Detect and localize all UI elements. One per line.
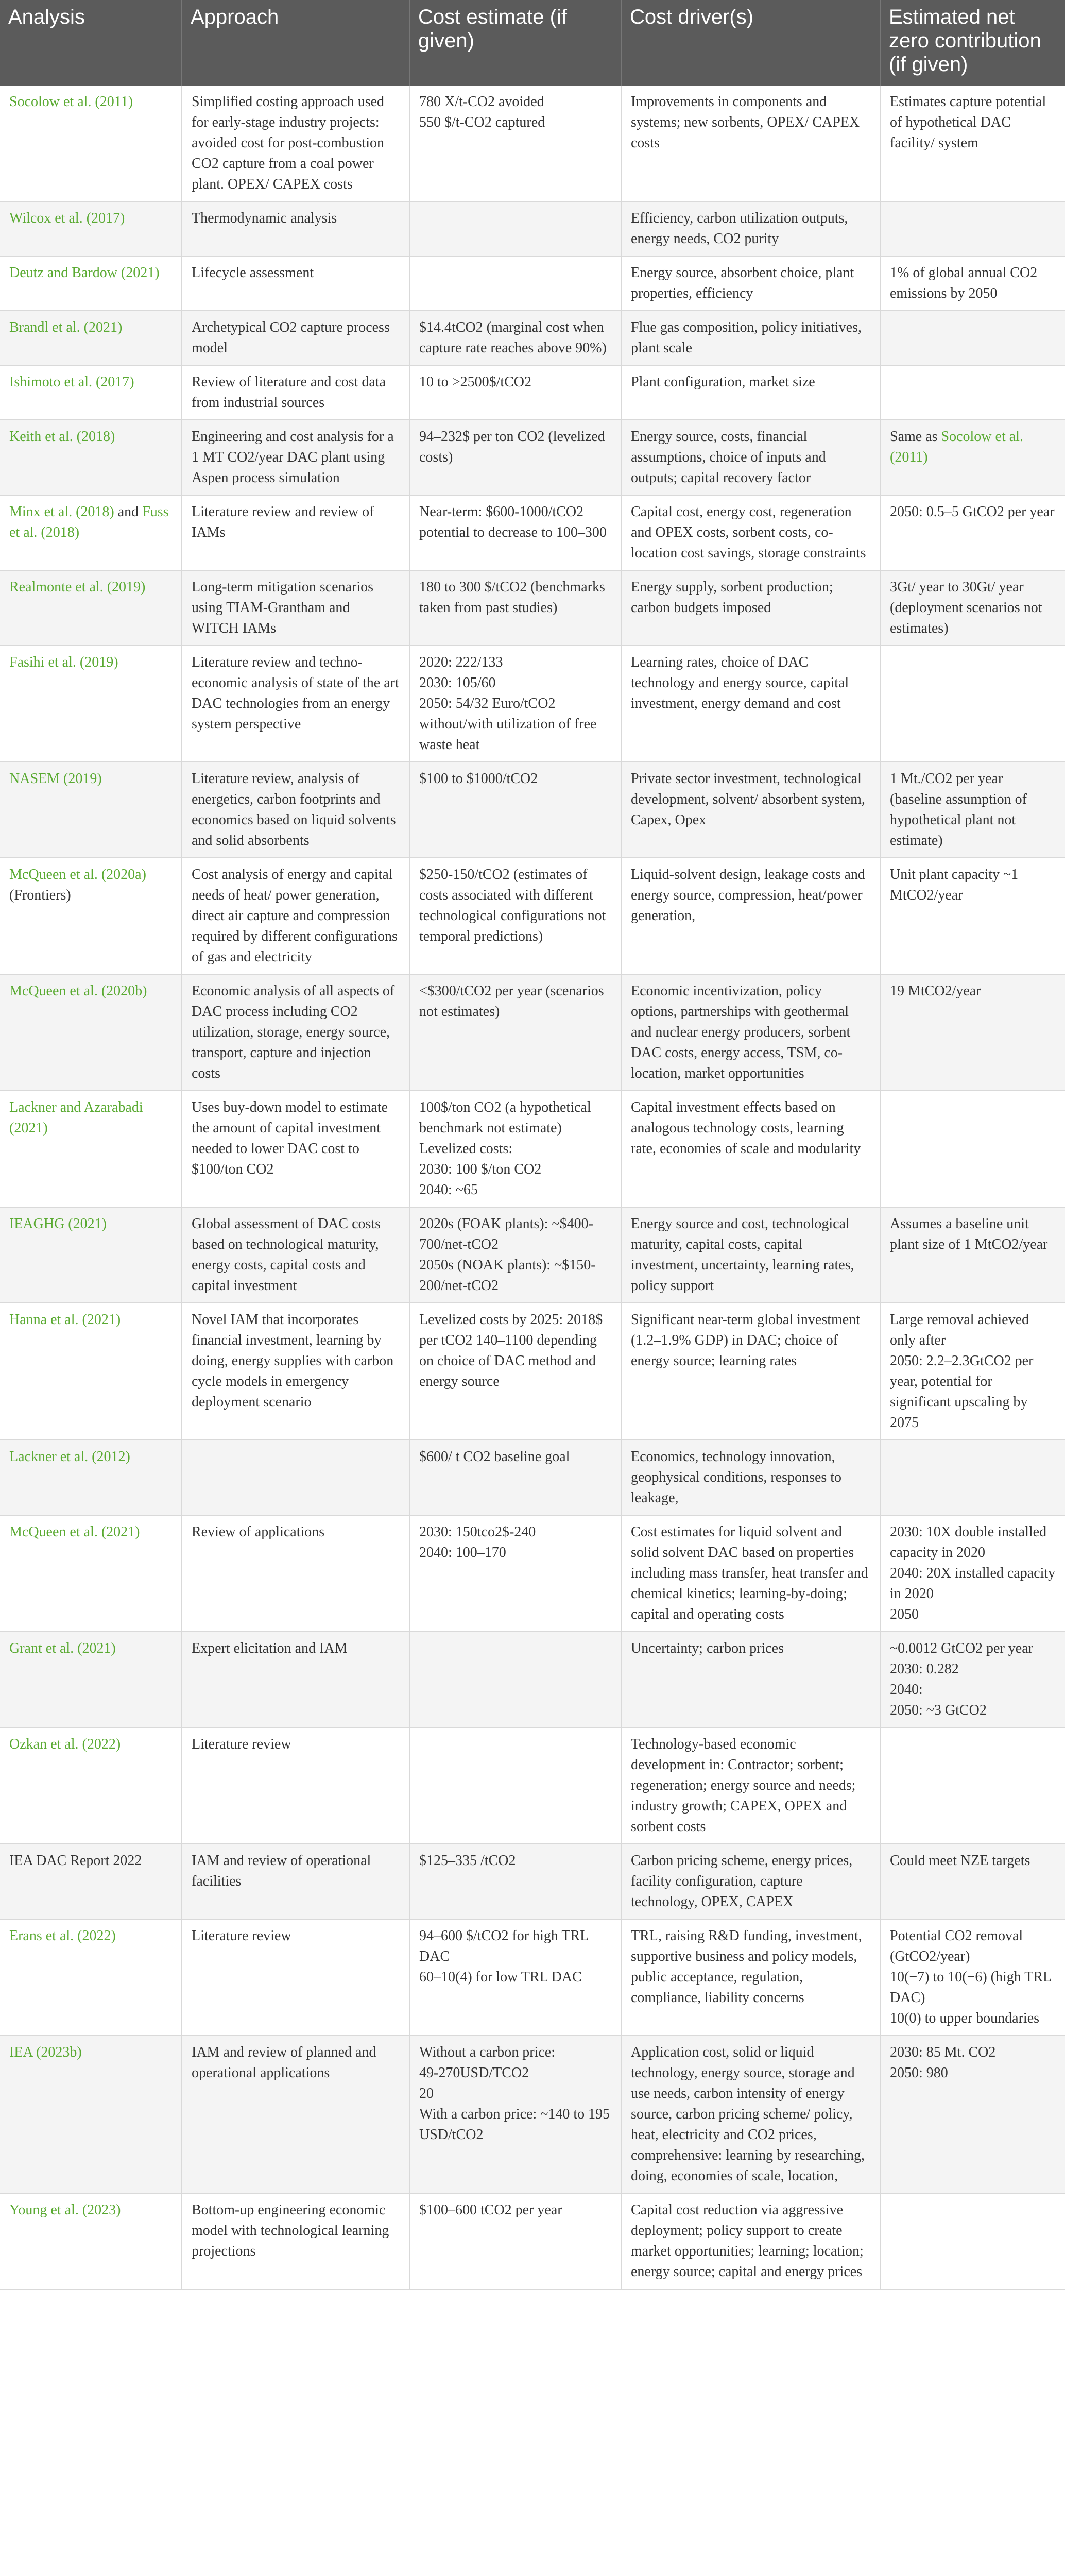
cell-cost-drivers: Plant configuration, market size [621,365,880,420]
cell-analysis [0,762,182,858]
citation-link[interactable]: Lackner and Azarabadi (2021) [9,1099,143,1136]
cell-analysis [0,420,182,495]
cell-cost-estimate: $100–600 tCO2 per year [409,2193,621,2289]
header-net-zero-contribution: Estimated net zero contribution (if given) [880,0,1065,86]
citation-link[interactable]: Erans et al. (2022) [9,1928,116,1944]
citation-link[interactable]: IEA (2023b) [9,2044,82,2060]
cell-analysis [0,256,182,311]
cell-net-zero-contribution [880,1440,1065,1515]
cell-text: 19 MtCO2/year [890,983,981,999]
cell-net-zero-contribution [880,311,1065,365]
cell-cost-drivers: Efficiency, carbon utilization outputs, energy needs, CO2 purity [621,201,880,256]
table-row [0,974,1065,1091]
cell-cost-estimate: $125–335 /tCO2 [409,1844,621,1919]
cell-net-zero-contribution [880,2193,1065,2289]
table-row [0,420,1065,495]
citation-link[interactable]: Realmonte et al. (2019) [9,579,146,595]
table-row [0,1515,1065,1632]
table-row [0,570,1065,646]
cell-cost-estimate: 780 X/t-CO2 avoided 550 $/t-CO2 captured [409,86,621,201]
cell-cost-estimate: 2020s (FOAK plants): ~$400-700/net-tCO2 2050s (NOAK plants): ~$150-200/net-tCO2 [409,1207,621,1303]
table-row [0,858,1065,974]
cell-cost-estimate: $250-150/tCO2 (estimates of costs associated with different technological configurations not temporal predictions) [409,858,621,974]
citation-link[interactable]: McQueen et al. (2020a) [9,867,146,883]
cell-net-zero-contribution [880,858,1065,974]
cell-text: Large removal achieved only after 2050: 2.2–2.3GtCO2 per year, potential for significant upscaling by 2075 [890,1312,1034,1431]
table-row [0,1207,1065,1303]
cell-analysis [0,646,182,762]
cell-approach: Expert elicitation and IAM [182,1632,409,1727]
header-approach: Approach [182,0,409,86]
cell-net-zero-contribution [880,1727,1065,1844]
cell-net-zero-contribution [880,974,1065,1091]
cell-text: Unit plant capacity ~1 MtCO2/year [890,867,1019,903]
cell-net-zero-contribution [880,1091,1065,1207]
cell-approach: IAM and review of planned and operational applications [182,2036,409,2193]
cell-cost-estimate: 2030: 150tco2$-240 2040: 100–170 [409,1515,621,1632]
cell-cost-drivers: Energy source, absorbent choice, plant properties, efficiency [621,256,880,311]
cell-cost-estimate: 94–232$ per ton CO2 (levelized costs) [409,420,621,495]
cell-cost-drivers: Uncertainty; carbon prices [621,1632,880,1727]
cell-analysis [0,311,182,365]
cell-analysis [0,1207,182,1303]
cell-approach: Review of applications [182,1515,409,1632]
cell-cost-drivers: Energy source and cost, technological maturity, capital costs, capital investment, uncertainty, learning rates, policy support [621,1207,880,1303]
cell-net-zero-contribution [880,2036,1065,2193]
citation-link[interactable]: Keith et al. (2018) [9,429,115,445]
cell-text: Could meet NZE targets [890,1853,1030,1869]
cell-cost-estimate [409,1632,621,1727]
citation-link[interactable]: Wilcox et al. (2017) [9,210,125,226]
cell-approach: Engineering and cost analysis for a 1 MT CO2/year DAC plant using Aspen process simulation [182,420,409,495]
cell-cost-drivers: Economic incentivization, policy options, partnerships with geothermal and nuclear energy producers, sorbent DAC costs, energy access, TSM, co-location, market opportunities [621,974,880,1091]
table-row [0,1844,1065,1919]
cell-approach [182,1440,409,1515]
cell-cost-estimate: Levelized costs by 2025: 2018$ per tCO2 140–1100 depending on choice of DAC method and energy source [409,1303,621,1440]
cell-net-zero-contribution [880,420,1065,495]
cell-text: 1 Mt./CO2 per year (baseline assumption of hypothetical plant not estimate) [890,771,1027,849]
table-row [0,762,1065,858]
citation-link[interactable]: Ozkan et al. (2022) [9,1736,121,1752]
cell-analysis [0,1440,182,1515]
citation-link[interactable]: McQueen et al. (2020b) [9,983,147,999]
cell-cost-drivers: Capital investment effects based on analogous technology costs, learning rate, economies of scale and modularity [621,1091,880,1207]
cell-cost-estimate: <$300/tCO2 per year (scenarios not estimates) [409,974,621,1091]
cell-net-zero-contribution [880,570,1065,646]
citation-link[interactable]: Hanna et al. (2021) [9,1312,121,1328]
table-row [0,646,1065,762]
cell-cost-estimate [409,1727,621,1844]
cell-text: Same as [890,429,941,445]
cell-analysis [0,1632,182,1727]
cell-cost-estimate: 94–600 $/tCO2 for high TRL DAC 60–10(4) for low TRL DAC [409,1919,621,2036]
cell-analysis [0,570,182,646]
cell-approach: Lifecycle assessment [182,256,409,311]
cell-cost-drivers: Flue gas composition, policy initiatives, plant scale [621,311,880,365]
cell-cost-drivers: Energy supply, sorbent production; carbon budgets imposed [621,570,880,646]
cell-cost-estimate [409,256,621,311]
cell-analysis [0,974,182,1091]
cell-text: 2030: 85 Mt. CO2 2050: 980 [890,2044,996,2081]
cell-text: 3Gt/ year to 30Gt/ year (deployment scenarios not estimates) [890,579,1042,636]
table-body [0,86,1065,2289]
cell-analysis [0,86,182,201]
table-header [0,0,1065,86]
cell-net-zero-contribution [880,1919,1065,2036]
cell-analysis [0,2193,182,2289]
cell-cost-drivers: Private sector investment, technological development, solvent/ absorbent system, Capex, Opex [621,762,880,858]
cell-net-zero-contribution [880,86,1065,201]
cell-approach: Economic analysis of all aspects of DAC process including CO2 utilization, storage, energy source, transport, capture and injection costs [182,974,409,1091]
cell-approach: Bottom-up engineering economic model with technological learning projections [182,2193,409,2289]
cell-cost-estimate: 2020: 222/133 2030: 105/60 2050: 54/32 Euro/tCO2 without/with utilization of free waste heat [409,646,621,762]
header-cost-estimate: Cost estimate (if given) [409,0,621,86]
cell-approach: IAM and review of operational facilities [182,1844,409,1919]
cell-cost-drivers: Improvements in components and systems; new sorbents, OPEX/ CAPEX costs [621,86,880,201]
cell-net-zero-contribution [880,1515,1065,1632]
citation-link[interactable]: Socolow et al. (2011) [9,94,133,110]
cell-cost-estimate: 180 to 300 $/tCO2 (benchmarks taken from past studies) [409,570,621,646]
citation-link[interactable]: Ishimoto et al. (2017) [9,374,134,390]
citation-link[interactable]: Brandl et al. (2021) [9,319,123,335]
cell-net-zero-contribution [880,256,1065,311]
cell-analysis [0,1844,182,1919]
cell-net-zero-contribution [880,1632,1065,1727]
cell-approach: Review of literature and cost data from industrial sources [182,365,409,420]
cell-text: and [114,504,143,520]
citation-link[interactable]: NASEM (2019) [9,771,102,787]
cell-cost-drivers: Capital cost reduction via aggressive deployment; policy support to create market opportunities; learning; location; energy source; capital and energy prices [621,2193,880,2289]
cell-cost-estimate [409,201,621,256]
citation-link[interactable]: Grant et al. (2021) [9,1640,116,1656]
cell-net-zero-contribution [880,1207,1065,1303]
cell-net-zero-contribution [880,1303,1065,1440]
table-row [0,495,1065,570]
cell-text: Assumes a baseline unit plant size of 1 MtCO2/year [890,1216,1048,1252]
cell-analysis [0,1727,182,1844]
cell-net-zero-contribution [880,365,1065,420]
citation-link[interactable]: McQueen et al. (2021) [9,1524,140,1540]
cell-analysis [0,858,182,974]
cell-cost-drivers: Energy source, costs, financial assumptions, choice of inputs and outputs; capital recovery factor [621,420,880,495]
cell-cost-drivers: Liquid-solvent design, leakage costs and energy source, compression, heat/power generation, [621,858,880,974]
cell-text: (Frontiers) [9,887,71,903]
table-row [0,2193,1065,2289]
cell-net-zero-contribution [880,762,1065,858]
cell-approach: Literature review and techno-economic analysis of state of the art DAC technologies from an energy system perspective [182,646,409,762]
cell-text: 2050: 0.5–5 GtCO2 per year [890,504,1055,520]
cell-approach: Literature review and review of IAMs [182,495,409,570]
table-row [0,1303,1065,1440]
cell-approach: Thermodynamic analysis [182,201,409,256]
cell-cost-drivers: Capital cost, energy cost, regeneration and OPEX costs, sorbent costs, co-location cost savings, storage constraints [621,495,880,570]
cell-approach: Archetypical CO2 capture process model [182,311,409,365]
cell-text: Potential CO2 removal (GtCO2/year) 10(−7) to 10(−6) (high TRL DAC) 10(0) to upper boundaries [890,1928,1052,2026]
cell-cost-drivers: Carbon pricing scheme, energy prices, facility configuration, capture technology, OPEX, CAPEX [621,1844,880,1919]
table-row [0,256,1065,311]
cell-approach: Cost analysis of energy and capital needs of heat/ power generation, direct air capture and compression required by different configurations of gas and electricity [182,858,409,974]
cell-text: ~0.0012 GtCO2 per year 2030: 0.282 2040: 2050: ~3 GtCO2 [890,1640,1033,1718]
cell-analysis [0,1303,182,1440]
citation-link[interactable]: Young et al. (2023) [9,2202,121,2218]
header-analysis: Analysis [0,0,182,86]
cell-analysis [0,1515,182,1632]
table-row [0,86,1065,201]
cell-analysis [0,1919,182,2036]
cell-analysis [0,201,182,256]
cell-approach: Literature review [182,1919,409,2036]
table-row [0,311,1065,365]
header-row [0,0,1065,86]
table-row [0,365,1065,420]
cell-net-zero-contribution [880,646,1065,762]
cell-approach: Literature review [182,1727,409,1844]
cell-approach: Novel IAM that incorporates financial investment, learning by doing, energy supplies with carbon cycle models in emergency deployment scenario [182,1303,409,1440]
cell-analysis [0,2036,182,2193]
cell-text: 1% of global annual CO2 emissions by 2050 [890,265,1038,301]
cell-cost-estimate: 100$/ton CO2 (a hypothetical benchmark not estimate) Levelized costs: 2030: 100 $/ton CO2 2040: ~65 [409,1091,621,1207]
table-row [0,2036,1065,2193]
citation-link[interactable]: Lackner et al. (2012) [9,1449,130,1465]
cell-cost-drivers: TRL, raising R&D funding, investment, supportive business and policy models, public acceptance, regulation, compliance, liability concerns [621,1919,880,2036]
cell-text: Estimates capture potential of hypothetical DAC facility/ system [890,94,1046,151]
cell-net-zero-contribution [880,1844,1065,1919]
cell-analysis [0,1091,182,1207]
cell-net-zero-contribution [880,495,1065,570]
cell-cost-drivers: Learning rates, choice of DAC technology and energy source, capital investment, energy demand and cost [621,646,880,762]
citation-link[interactable]: Minx et al. (2018) [9,504,114,520]
table-row [0,201,1065,256]
cell-cost-drivers: Technology-based economic development in: Contractor; sorbent; regeneration; energy source and needs; industry growth; CAPEX, OPEX and sorbent costs [621,1727,880,1844]
cell-approach: Simplified costing approach used for early-stage industry projects: avoided cost for post-combustion CO2 capture from a coal power plant. OPEX/ CAPEX costs [182,86,409,201]
cell-text: IEA DAC Report 2022 [9,1853,142,1869]
cell-cost-estimate: $14.4tCO2 (marginal cost when capture rate reaches above 90%) [409,311,621,365]
table-row [0,1091,1065,1207]
citation-link[interactable]: Deutz and Bardow (2021) [9,265,160,281]
citation-link[interactable]: Fuss et al. (2018) [9,504,169,540]
cell-cost-drivers: Significant near-term global investment (1.2–1.9% GDP) in DAC; choice of energy source; learning rates [621,1303,880,1440]
cell-approach: Literature review, analysis of energetics, carbon footprints and economics based on liquid solvents and solid absorbents [182,762,409,858]
cell-net-zero-contribution [880,201,1065,256]
cell-cost-drivers: Economics, technology innovation, geophysical conditions, responses to leakage, [621,1440,880,1515]
cell-approach: Long-term mitigation scenarios using TIAM-Grantham and WITCH IAMs [182,570,409,646]
cell-cost-estimate: 10 to >2500$/tCO2 [409,365,621,420]
cell-approach: Global assessment of DAC costs based on technological maturity, energy costs, capital costs and capital investment [182,1207,409,1303]
table-row [0,1727,1065,1844]
citation-link[interactable]: IEAGHG (2021) [9,1216,107,1232]
cell-cost-drivers: Application cost, solid or liquid technology, energy source, storage and use needs, carbon intensity of energy source, carbon pricing scheme/ policy, heat, electricity and CO2 prices, comprehensive: learning by researching, doing, economies of scale, location, [621,2036,880,2193]
table-row [0,1919,1065,2036]
citation-link[interactable]: Socolow et al. (2011) [890,429,1023,465]
cell-analysis [0,495,182,570]
table-row [0,1440,1065,1515]
citation-link[interactable]: Fasihi et al. (2019) [9,654,118,670]
header-cost-drivers: Cost driver(s) [621,0,880,86]
cell-cost-estimate: Near-term: $600-1000/tCO2 potential to decrease to 100–300 [409,495,621,570]
table-row [0,1632,1065,1727]
cell-analysis [0,365,182,420]
cell-cost-estimate: $600/ t CO2 baseline goal [409,1440,621,1515]
cell-cost-estimate: $100 to $1000/tCO2 [409,762,621,858]
cell-text: 2030: 10X double installed capacity in 2020 2040: 20X installed capacity in 2020 2050 [890,1524,1056,1622]
cell-approach: Uses buy-down model to estimate the amount of capital investment needed to lower DAC cost to $100/ton CO2 [182,1091,409,1207]
cell-cost-drivers: Cost estimates for liquid solvent and solid solvent DAC based on properties including mass transfer, heat transfer and chemical kinetics; learning-by-doing; capital and operating costs [621,1515,880,1632]
cell-cost-estimate: Without a carbon price: 49-270USD/TCO2 20 With a carbon price: ~140 to 195 USD/tCO2 [409,2036,621,2193]
